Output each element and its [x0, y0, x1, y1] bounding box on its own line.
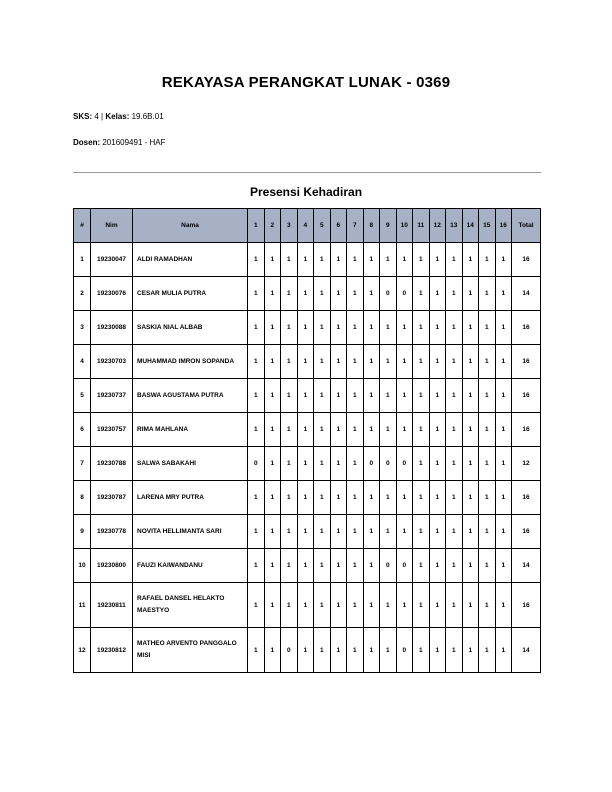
attendance-cell: 1: [314, 447, 331, 481]
attendance-cell: 1: [413, 515, 430, 549]
attendance-cell: 1: [281, 549, 298, 583]
attendance-cell: 1: [380, 583, 397, 628]
attendance-cell: 1: [413, 379, 430, 413]
attendance-cell: 1: [479, 583, 496, 628]
attendance-cell: 1: [396, 243, 413, 277]
attendance-cell: 1: [297, 379, 314, 413]
attendance-cell: 1: [462, 379, 479, 413]
name-cell: ALDI RAMADHAN: [133, 243, 248, 277]
attendance-cell: 1: [429, 311, 446, 345]
attendance-cell: 1: [330, 583, 347, 628]
course-meta-sks-kelas: [73, 112, 164, 121]
name-cell: SALWA SABAKAHI: [133, 447, 248, 481]
attendance-cell: 1: [479, 628, 496, 673]
attendance-cell: 1: [347, 515, 364, 549]
attendance-cell: 1: [314, 583, 331, 628]
attendance-cell: 1: [479, 379, 496, 413]
column-header: 5: [314, 209, 331, 243]
attendance-cell: 1: [347, 447, 364, 481]
attendance-cell: 1: [264, 447, 281, 481]
column-header: 16: [495, 209, 512, 243]
column-header: #: [74, 209, 91, 243]
attendance-cell: 1: [297, 447, 314, 481]
attendance-cell: 1: [462, 413, 479, 447]
table-row: [74, 481, 541, 515]
attendance-cell: 1: [264, 628, 281, 673]
row-number-cell: 8: [74, 481, 91, 515]
nim-cell: 19230737: [91, 379, 133, 413]
attendance-cell: 1: [413, 583, 430, 628]
total-cell: 14: [512, 549, 541, 583]
attendance-cell: 1: [347, 379, 364, 413]
name-cell: RAFAEL DANSEL HELAKTO MAESTYO: [133, 583, 248, 628]
attendance-cell: 1: [380, 628, 397, 673]
column-header: 11: [413, 209, 430, 243]
nim-cell: 19230778: [91, 515, 133, 549]
attendance-cell: 1: [446, 447, 463, 481]
attendance-cell: 1: [297, 243, 314, 277]
attendance-cell: 1: [380, 311, 397, 345]
attendance-cell: 1: [396, 379, 413, 413]
attendance-cell: 1: [479, 515, 496, 549]
row-number-cell: 1: [74, 243, 91, 277]
attendance-cell: 1: [347, 583, 364, 628]
attendance-cell: 1: [446, 628, 463, 673]
attendance-cell: 1: [281, 277, 298, 311]
attendance-cell: 1: [495, 379, 512, 413]
attendance-cell: 1: [314, 243, 331, 277]
attendance-cell: 1: [396, 345, 413, 379]
attendance-cell: 1: [446, 243, 463, 277]
attendance-cell: 1: [479, 243, 496, 277]
attendance-cell: 1: [495, 277, 512, 311]
attendance-cell: 1: [462, 345, 479, 379]
attendance-cell: 1: [429, 413, 446, 447]
table-row: [74, 311, 541, 345]
total-cell: 16: [512, 345, 541, 379]
column-header: Nim: [91, 209, 133, 243]
attendance-cell: 1: [330, 628, 347, 673]
attendance-cell: 1: [462, 515, 479, 549]
attendance-cell: 1: [281, 311, 298, 345]
attendance-cell: 0: [396, 549, 413, 583]
course-meta-dosen: [73, 138, 166, 147]
total-cell: 16: [512, 311, 541, 345]
attendance-cell: 1: [380, 481, 397, 515]
attendance-cell: 1: [429, 345, 446, 379]
attendance-cell: 1: [314, 515, 331, 549]
attendance-cell: 1: [429, 243, 446, 277]
attendance-cell: 1: [281, 583, 298, 628]
column-header: 6: [330, 209, 347, 243]
column-header: 13: [446, 209, 463, 243]
row-number-cell: 12: [74, 628, 91, 673]
dosen-label: Dosen:: [73, 138, 101, 147]
attendance-cell: 1: [396, 413, 413, 447]
attendance-cell: 1: [495, 481, 512, 515]
attendance-cell: 1: [446, 413, 463, 447]
attendance-cell: 1: [363, 628, 380, 673]
attendance-cell: 1: [429, 583, 446, 628]
table-row: [74, 345, 541, 379]
attendance-cell: 1: [363, 379, 380, 413]
row-number-cell: 5: [74, 379, 91, 413]
attendance-cell: 1: [462, 583, 479, 628]
nim-cell: 19230047: [91, 243, 133, 277]
attendance-cell: 1: [330, 549, 347, 583]
attendance-cell: 1: [330, 413, 347, 447]
attendance-cell: 1: [413, 481, 430, 515]
sks-label: SKS:: [73, 112, 93, 121]
attendance-cell: 1: [330, 311, 347, 345]
attendance-cell: 1: [462, 243, 479, 277]
attendance-cell: 1: [314, 481, 331, 515]
attendance-cell: 1: [314, 379, 331, 413]
row-number-cell: 7: [74, 447, 91, 481]
total-cell: 16: [512, 583, 541, 628]
total-cell: 16: [512, 379, 541, 413]
attendance-cell: 1: [495, 549, 512, 583]
total-cell: 16: [512, 243, 541, 277]
total-cell: 16: [512, 481, 541, 515]
attendance-cell: 1: [264, 515, 281, 549]
attendance-cell: 1: [248, 515, 265, 549]
attendance-cell: 1: [446, 311, 463, 345]
attendance-cell: 1: [380, 515, 397, 549]
attendance-cell: 1: [248, 277, 265, 311]
attendance-cell: 1: [248, 345, 265, 379]
nim-cell: 19230088: [91, 311, 133, 345]
attendance-cell: 1: [363, 515, 380, 549]
attendance-cell: 1: [429, 549, 446, 583]
attendance-cell: 1: [314, 277, 331, 311]
attendance-cell: 0: [396, 447, 413, 481]
nim-cell: 19230787: [91, 481, 133, 515]
attendance-cell: 1: [429, 447, 446, 481]
attendance-cell: 1: [380, 345, 397, 379]
attendance-cell: 1: [297, 549, 314, 583]
attendance-cell: 1: [429, 481, 446, 515]
attendance-cell: 0: [248, 447, 265, 481]
attendance-cell: 1: [330, 447, 347, 481]
attendance-cell: 1: [380, 243, 397, 277]
attendance-cell: 1: [248, 413, 265, 447]
total-cell: 12: [512, 447, 541, 481]
attendance-cell: 1: [363, 481, 380, 515]
attendance-cell: 1: [314, 311, 331, 345]
name-cell: NOVITA HELLIMANTA SARI: [133, 515, 248, 549]
attendance-cell: 1: [413, 447, 430, 481]
attendance-cell: 1: [495, 628, 512, 673]
attendance-cell: 1: [396, 311, 413, 345]
attendance-cell: 1: [495, 413, 512, 447]
attendance-cell: 1: [446, 481, 463, 515]
attendance-table: [73, 208, 541, 673]
attendance-cell: 1: [429, 277, 446, 311]
attendance-cell: 1: [264, 549, 281, 583]
attendance-cell: 1: [264, 583, 281, 628]
attendance-cell: 1: [495, 583, 512, 628]
divider: [73, 172, 541, 173]
attendance-cell: 1: [281, 481, 298, 515]
attendance-cell: 1: [297, 515, 314, 549]
column-header: 15: [479, 209, 496, 243]
attendance-cell: 1: [248, 311, 265, 345]
attendance-cell: 1: [429, 628, 446, 673]
attendance-cell: 1: [330, 481, 347, 515]
attendance-cell: 1: [413, 243, 430, 277]
table-row: [74, 379, 541, 413]
attendance-cell: 1: [297, 628, 314, 673]
name-cell: FAUZI KAIWANDANU: [133, 549, 248, 583]
attendance-cell: 1: [314, 549, 331, 583]
row-number-cell: 9: [74, 515, 91, 549]
attendance-cell: 1: [380, 413, 397, 447]
attendance-cell: 1: [429, 379, 446, 413]
attendance-cell: 1: [429, 515, 446, 549]
attendance-cell: 1: [363, 413, 380, 447]
attendance-cell: 1: [363, 277, 380, 311]
nim-cell: 19230788: [91, 447, 133, 481]
attendance-cell: 1: [297, 481, 314, 515]
attendance-cell: 1: [330, 277, 347, 311]
attendance-cell: 1: [281, 345, 298, 379]
attendance-cell: 1: [347, 345, 364, 379]
attendance-cell: 1: [248, 481, 265, 515]
attendance-cell: 1: [446, 345, 463, 379]
attendance-cell: 1: [281, 243, 298, 277]
nim-cell: 19230800: [91, 549, 133, 583]
attendance-cell: 0: [363, 447, 380, 481]
attendance-cell: 1: [330, 379, 347, 413]
attendance-cell: 1: [446, 379, 463, 413]
row-number-cell: 3: [74, 311, 91, 345]
attendance-cell: 0: [396, 277, 413, 311]
total-cell: 14: [512, 628, 541, 673]
attendance-cell: 1: [446, 515, 463, 549]
nim-cell: 19230757: [91, 413, 133, 447]
attendance-cell: 1: [264, 311, 281, 345]
nim-cell: 19230812: [91, 628, 133, 673]
attendance-cell: 1: [264, 243, 281, 277]
attendance-cell: 1: [297, 583, 314, 628]
attendance-cell: 1: [495, 345, 512, 379]
attendance-cell: 1: [462, 447, 479, 481]
attendance-cell: 1: [363, 345, 380, 379]
attendance-cell: 1: [330, 243, 347, 277]
attendance-cell: 1: [248, 628, 265, 673]
attendance-cell: 1: [281, 515, 298, 549]
column-header: 9: [380, 209, 397, 243]
nim-cell: 19230076: [91, 277, 133, 311]
attendance-cell: 1: [314, 413, 331, 447]
attendance-cell: 1: [495, 515, 512, 549]
row-number-cell: 2: [74, 277, 91, 311]
attendance-cell: 1: [314, 345, 331, 379]
column-header: 2: [264, 209, 281, 243]
table-row: [74, 413, 541, 447]
attendance-cell: 1: [330, 345, 347, 379]
nim-cell: 19230703: [91, 345, 133, 379]
attendance-cell: 1: [462, 277, 479, 311]
attendance-cell: 1: [248, 379, 265, 413]
attendance-cell: 1: [363, 549, 380, 583]
attendance-cell: 1: [413, 311, 430, 345]
attendance-cell: 0: [380, 277, 397, 311]
name-cell: RIMA MAHLANA: [133, 413, 248, 447]
attendance-cell: 1: [264, 379, 281, 413]
attendance-cell: 1: [462, 628, 479, 673]
attendance-cell: 1: [347, 277, 364, 311]
table-header-row: [74, 209, 541, 243]
attendance-cell: 1: [413, 628, 430, 673]
table-row: [74, 515, 541, 549]
row-number-cell: 4: [74, 345, 91, 379]
row-number-cell: 10: [74, 549, 91, 583]
column-header: 1: [248, 209, 265, 243]
attendance-cell: 1: [281, 413, 298, 447]
kelas-label: Kelas:: [105, 112, 130, 121]
attendance-cell: 1: [363, 243, 380, 277]
total-cell: 16: [512, 515, 541, 549]
table-body: [74, 243, 541, 673]
attendance-cell: 1: [297, 311, 314, 345]
attendance-cell: 1: [396, 583, 413, 628]
attendance-cell: 1: [264, 345, 281, 379]
column-header: 7: [347, 209, 364, 243]
attendance-cell: 1: [462, 549, 479, 583]
attendance-cell: 1: [347, 549, 364, 583]
name-cell: MATHEO ARVENTO PANGGALO MISI: [133, 628, 248, 673]
attendance-cell: 1: [479, 481, 496, 515]
attendance-cell: 1: [479, 447, 496, 481]
attendance-cell: 1: [347, 243, 364, 277]
attendance-cell: 1: [413, 549, 430, 583]
table-row: [74, 447, 541, 481]
attendance-cell: 1: [495, 243, 512, 277]
row-number-cell: 6: [74, 413, 91, 447]
attendance-cell: 1: [479, 549, 496, 583]
attendance-cell: 1: [248, 549, 265, 583]
name-cell: LARENA MRY PUTRA: [133, 481, 248, 515]
attendance-cell: 1: [495, 447, 512, 481]
table-row: [74, 549, 541, 583]
table-row: [74, 243, 541, 277]
attendance-cell: 1: [446, 277, 463, 311]
attendance-cell: 1: [446, 549, 463, 583]
column-header: 4: [297, 209, 314, 243]
attendance-cell: 0: [396, 628, 413, 673]
name-cell: SASKIA NIAL ALBAB: [133, 311, 248, 345]
attendance-cell: 1: [479, 345, 496, 379]
attendance-cell: 1: [462, 311, 479, 345]
column-header: 10: [396, 209, 413, 243]
row-number-cell: 11: [74, 583, 91, 628]
attendance-cell: 1: [363, 311, 380, 345]
attendance-cell: 1: [479, 413, 496, 447]
attendance-cell: 1: [479, 311, 496, 345]
name-cell: MUHAMMAD IMRON SOPANDA: [133, 345, 248, 379]
attendance-cell: 1: [248, 243, 265, 277]
nim-cell: 19230811: [91, 583, 133, 628]
attendance-cell: 1: [248, 583, 265, 628]
table-row: [74, 583, 541, 628]
attendance-cell: 1: [347, 311, 364, 345]
attendance-cell: 1: [347, 413, 364, 447]
attendance-cell: 1: [413, 345, 430, 379]
meta-separator: |: [101, 112, 104, 121]
attendance-cell: 1: [297, 277, 314, 311]
section-title: Presensi Kehadiran: [249, 185, 363, 199]
attendance-cell: 1: [495, 311, 512, 345]
name-cell: CESAR MULIA PUTRA: [133, 277, 248, 311]
attendance-cell: 1: [363, 583, 380, 628]
dosen-value: 201609491 - HAF: [102, 138, 166, 147]
attendance-cell: 1: [281, 379, 298, 413]
page-title: REKAYASA PERANGKAT LUNAK - 0369: [161, 74, 451, 91]
attendance-cell: 1: [330, 515, 347, 549]
column-header: Total: [512, 209, 541, 243]
attendance-cell: 1: [264, 413, 281, 447]
attendance-cell: 1: [347, 481, 364, 515]
attendance-cell: 1: [297, 413, 314, 447]
table-row: [74, 277, 541, 311]
attendance-cell: 1: [396, 515, 413, 549]
attendance-cell: 1: [446, 583, 463, 628]
kelas-value: 19.6B.01: [131, 112, 164, 121]
attendance-cell: 1: [264, 481, 281, 515]
attendance-cell: 1: [264, 277, 281, 311]
total-cell: 14: [512, 277, 541, 311]
attendance-cell: 0: [380, 447, 397, 481]
attendance-cell: 1: [413, 277, 430, 311]
column-header: 14: [462, 209, 479, 243]
attendance-cell: 1: [281, 447, 298, 481]
column-header: Nama: [133, 209, 248, 243]
attendance-cell: 1: [297, 345, 314, 379]
attendance-cell: 1: [396, 481, 413, 515]
attendance-cell: 1: [347, 628, 364, 673]
attendance-cell: 1: [380, 379, 397, 413]
column-header: 8: [363, 209, 380, 243]
attendance-cell: 0: [380, 549, 397, 583]
column-header: 12: [429, 209, 446, 243]
sks-value: 4: [94, 112, 99, 121]
name-cell: BASWA AGUSTAMA PUTRA: [133, 379, 248, 413]
attendance-cell: 1: [462, 481, 479, 515]
column-header: 3: [281, 209, 298, 243]
total-cell: 16: [512, 413, 541, 447]
attendance-cell: 1: [413, 413, 430, 447]
attendance-cell: 0: [281, 628, 298, 673]
attendance-cell: 1: [479, 277, 496, 311]
table-row: [74, 628, 541, 673]
attendance-cell: 1: [314, 628, 331, 673]
